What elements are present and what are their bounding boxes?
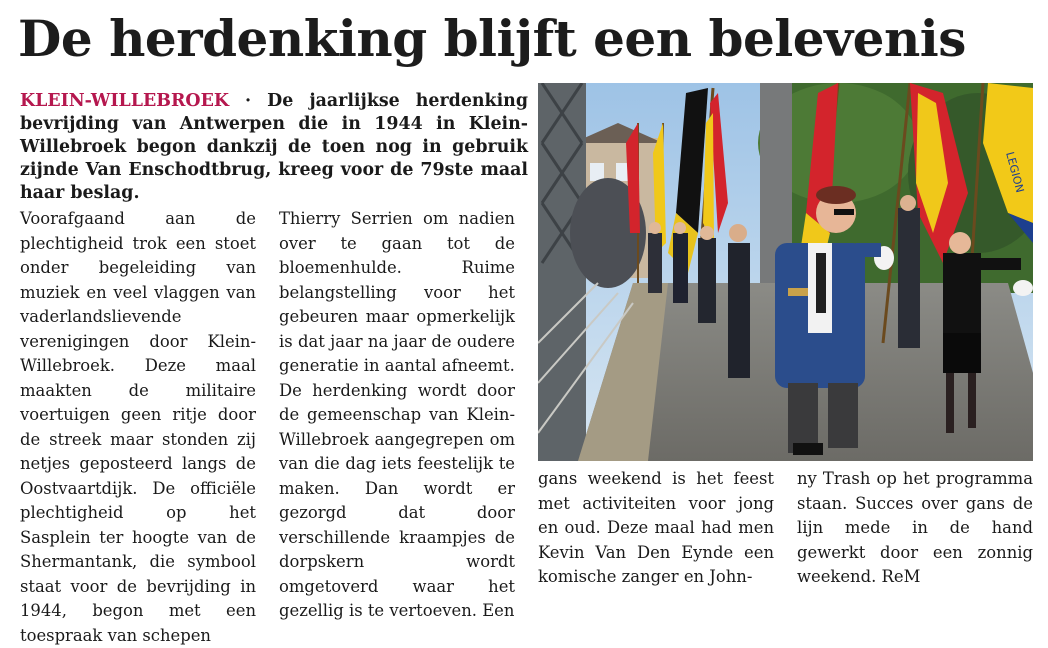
- flag-lettering: LEGION: [1003, 150, 1027, 195]
- dateline-separator: ·: [228, 91, 268, 111]
- body-paragraph: gans weekend is het feest met activiteiten voor jong en oud. Deze maal had men Kevin Van Den Eynde een komische zanger en John-: [538, 469, 774, 586]
- body-paragraph: Voorafgaand aan de plechtigheid trok een stoet onder begeleiding van muziek en veel vlaggen van vaderlandslievende verenigingen door Klein-Willebroek. Deze maal maakten de militaire voertuigen geen ritje door de streek maar stonden zij netjes geposteerd langs de Oostvaartdijk. De officiële plechtigheid op het Sasplein ter hoogte van de Shermantank, die symbool staat voor de bevrijding in 1944, begon met een toespraak van schepen: [20, 209, 256, 645]
- parade-photo: [538, 83, 1033, 461]
- headline: De herdenking blijft een belevenis: [18, 9, 966, 68]
- body-text: ny Trash op het programma staan. Succes over gans de lijn mede in de hand gewerkt door een zonnig weekend.: [797, 469, 1033, 586]
- article-column-1: [20, 207, 256, 648]
- lead-text: De jaarlijkse herdenking bevrijding van Antwerpen die in 1944 in Klein-Willebroek begon dankzij de toen nog in gebruik zijnde Van Enschodtbrug, kreeg voor de 79ste maal haar beslag.: [20, 91, 528, 203]
- body-paragraph: Thierry Serrien om nadien over te gaan tot de bloemenhulde. Ruime belangstelling voor het gebeuren maar opmerkelijk is dat jaar na jaar de oudere generatie in aantal afneemt.: [279, 209, 515, 375]
- article-column-3: [538, 467, 774, 590]
- article-column-4: [797, 467, 1033, 590]
- parade-illustration: [538, 83, 1033, 461]
- author-signature: ReM: [881, 567, 921, 586]
- dateline-kicker: KLEIN-WILLEBROEK: [20, 91, 229, 111]
- body-paragraph: [797, 467, 1033, 590]
- body-paragraph: De herdenking wordt door de gemeenschap van Klein-Willebroek aangegrepen om van die dag iets feestelijk te maken. Dan wordt er gezorgd dat door verschillende kraampjes de dorpskern wordt omgetoverd waar het gezellig is te vertoeven. Een: [279, 380, 515, 620]
- article-column-2: [279, 207, 515, 624]
- lead-paragraph: [20, 90, 528, 205]
